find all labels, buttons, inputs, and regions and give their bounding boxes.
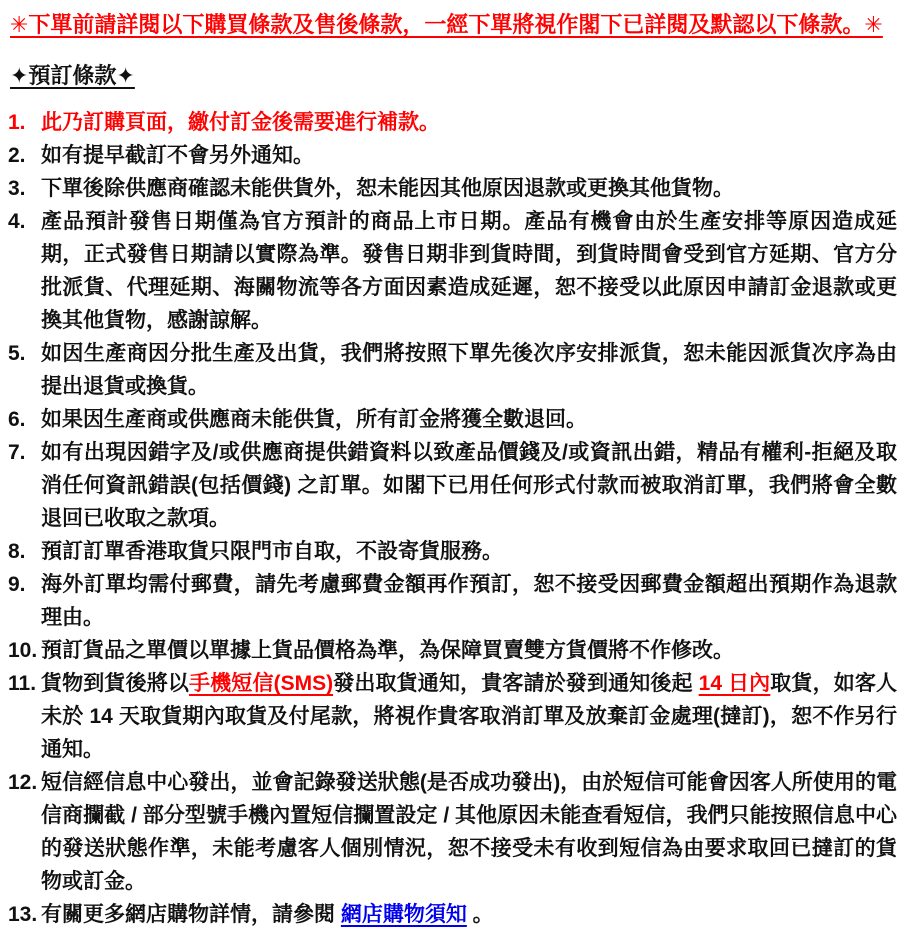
section-title-preorder-terms: ✦預訂條款✦ [10,63,135,88]
text-run-red-underline: 手機短信(SMS) [189,672,334,695]
term-text [41,139,897,172]
term-number: 10. [8,639,38,662]
term-number: 1. [8,111,26,134]
terms-list [8,106,897,931]
term-text [41,106,897,139]
text-run: 如因生產商因分批生產及出貨，我們將按照下單先後次序安排派貨，恕未能因派貨次序為由提出退貨或換貨。 [41,342,897,398]
term-item-10 [8,634,897,667]
text-run: 有關更多網店購物詳情，請參閱 [41,903,341,926]
term-item-5 [8,337,897,403]
text-run: 取貨，如客人未於 14 天取貨期內取貨及付尾款，將視作貴客取消訂單及放棄訂金處理(撻訂)，恕不作另行通知。 [41,672,897,761]
term-item-7 [8,436,897,535]
term-text [41,568,897,634]
term-number: 3. [8,177,26,200]
term-item-11 [8,667,897,766]
text-run: 如果因生產商或供應商未能供貨，所有訂金將獲全數退回。 [41,408,587,431]
text-run: 如有出現因錯字及/或供應商提供錯資料以致產品價錢及/或資訊出錯，精品有權利-拒絕及取消任何資訊錯誤(包括價錢) 之訂單。如閣下已用任何形式付款而被取消訂單，我們將會全數退回已收取之款項。 [41,441,897,530]
text-run-red-underline: 14 日內 [698,672,771,695]
term-item-13 [8,898,897,931]
text-run-red: 此乃訂購頁面，繳付訂金後需要進行補款。 [41,111,440,134]
text-run: 如有提早截訂不會另外通知。 [41,144,314,167]
term-number: 12. [8,771,38,794]
term-item-2 [8,139,897,172]
text-run: 海外訂單均需付郵費，請先考慮郵費金額再作預訂，恕不接受因郵費金額超出預期作為退款理由。 [41,573,897,629]
term-number: 2. [8,144,26,167]
term-item-4 [8,205,897,337]
term-number: 5. [8,342,26,365]
term-item-6 [8,403,897,436]
term-text [41,667,897,766]
term-number: 8. [8,540,26,563]
text-run: 短信經信息中心發出，並會記錄發送狀態(是否成功發出)，由於短信可能會因客人所使用的電信商攔截 / 部分型號手機內置短信攔置設定 / 其他原因未能查看短信，我們只能按照信息中心的發送狀態作準，未能考慮客人個別情況，恕不接受未有收到短信為由要求取回已撻訂的貨物或訂金。 [41,771,897,893]
term-number: 13. [8,903,38,926]
term-number: 4. [8,210,26,233]
text-run: 貨物到貨後將以 [41,672,190,695]
term-text [41,403,897,436]
term-number: 9. [8,573,26,596]
term-item-12 [8,766,897,898]
term-number: 11. [8,672,37,695]
text-run: 預訂貨品之單價以單據上貨品價格為準，為保障買賣雙方貨價將不作修改。 [41,639,734,662]
term-number: 6. [8,408,26,431]
term-text [41,766,897,898]
text-run: 產品預計發售日期僅為官方預計的商品上市日期。產品有機會由於生產安排等原因造成延期，正式發售日期請以實際為準。發售日期非到貨時間，到貨時間會受到官方延期、官方分批派貨、代理延期、海關物流等各方面因素造成延遲，恕不接受以此原因申請訂金退款或更換其他貨物，感謝諒解。 [41,210,897,332]
text-run: 發出取貨通知，貴客請於發到通知後起 [333,672,699,695]
term-text [41,172,897,205]
term-text [41,205,897,337]
term-text [41,337,897,403]
term-number: 7. [8,441,26,464]
term-item-8 [8,535,897,568]
text-run: 下單後除供應商確認未能供貨外，恕未能因其他原因退款或更換其他貨物。 [41,177,734,200]
notice-header: ✳下單前請詳閱以下購買條款及售後條款，一經下單將視作閣下已詳閱及默認以下條款。✳ [10,12,883,37]
term-text [41,535,897,568]
term-item-9 [8,568,897,634]
store-shopping-guide-link[interactable]: 網店購物須知 [340,903,467,926]
term-text [41,898,897,931]
text-run: 預訂訂單香港取貨只限門市自取，不設寄貨服務。 [41,540,503,563]
term-text [41,436,897,535]
term-text [41,634,897,667]
term-item-3 [8,172,897,205]
term-item-1 [8,106,897,139]
text-run: 。 [466,903,494,926]
